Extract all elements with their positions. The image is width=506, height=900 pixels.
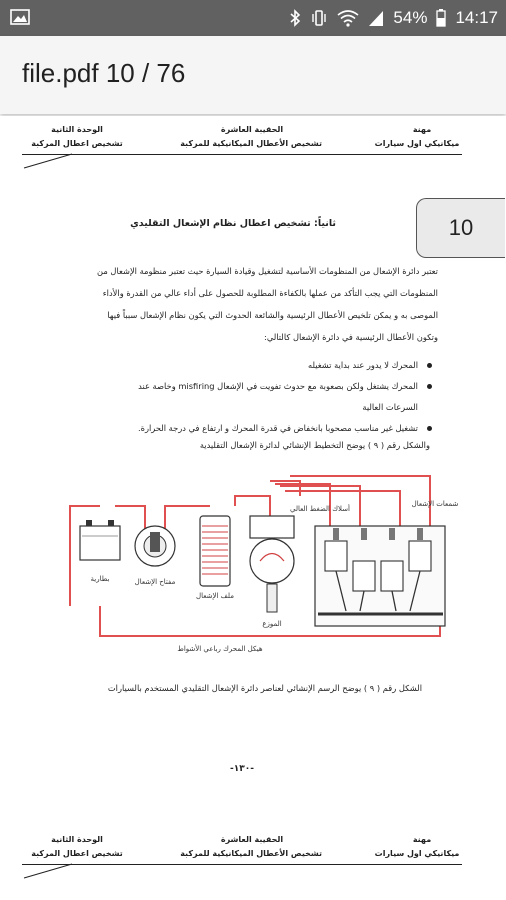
header-module: الحقيبة العاشرة [220,125,284,134]
figure-caption: الشكل رقم ( ٩ ) يوضح الرسم الإنشائي لعناصر دائرة الإشعال التقليدي المستخدم بالسيارات [107,683,422,693]
paragraph-line: المنظومات التي يجب التأكد من عملها بالكفاءة المطلوبة للحصول على أداء عالي من القدرة والأداء [102,288,438,298]
status-bar [0,0,506,36]
section-title: ثانياً: تشخيص اعطال نظام الإشعال التقليدي [130,218,336,229]
fault-list [52,355,432,439]
header-rule [22,154,462,155]
doc-header-bottom [22,830,462,880]
header-profession: مهنة [412,835,432,844]
header-profession-name: ميكانيكي اول سيارات [374,849,460,858]
header-profession-name: ميكانيكي اول سيارات [374,139,460,148]
document-title: file.pdf 10 / 76 [22,58,186,88]
list-item: المحرك لا يدور عند بداية تشغيله [52,355,432,376]
list-item: تشغيل غير مناسب مصحوبا بانخفاض في قدرة المحرك و ارتفاع في درجة الحرارة. [52,418,432,439]
ignition-coil-component [200,516,230,586]
ignition-switch-component [135,526,175,566]
wifi-icon [337,9,359,27]
plugs-label: شمعات الإشعال [411,500,459,508]
page-number: -١٣٠- [230,764,254,774]
coil-label: ملف الإشعال [196,592,234,600]
clock: 14:17 [455,8,498,27]
header-module: الحقيبة العاشرة [220,835,284,844]
header-slant [22,864,82,880]
app-bar [0,36,506,114]
ignition-diagram [60,466,459,666]
page-number-badge: 10 [416,198,505,258]
wires-label: أسلاك الضغط العالي [290,505,350,513]
header-slant [22,154,82,170]
header-rule [22,864,462,865]
paragraph-line: الموصى به و يمكن تلخيص الأعطال الرئيسية والشائعة الحدوث التي يكون نظام الإشعال سبباً فيها [107,310,438,320]
doc-header-top [22,120,462,170]
paragraph-line: تعتبر دائرة الإشعال من المنظومات الأساسية لتشغيل وقيادة السيارة حيث تعتبر منظومة الإشعال من [97,266,438,276]
battery-icon [436,9,446,27]
header-unit-name: تشخيص اعطال المركبة [31,139,123,148]
intro-paragraph [33,260,438,348]
header-module-name: تشخيص الأعطال الميكانيكية للمركبة [180,139,322,148]
vibrate-icon [310,9,328,27]
battery-component [80,520,120,560]
list-item: المحرك يشتغل ولكن بصعوبة مع حدوث تفويت في الإشعال misfiring وخاصة عند [52,376,432,397]
distributor-component [250,516,294,612]
bluetooth-icon [289,9,301,27]
header-unit: الوحدة الثانية [51,835,103,844]
list-item-continuation: السرعات العالية [362,402,418,412]
battery-label: بطارية [90,575,110,583]
image-notification-icon [10,9,30,25]
engine-label: هيكل المحرك رباعي الأشواط [177,645,263,653]
paragraph-line: وتكون الأعطال الرئيسية في دائرة الإشعال كالتالي: [264,332,438,342]
figure-reference: والشكل رقم ( ٩ ) يوضح التخطيط الإنشائي لدائرة الإشعال التقليدية [199,440,430,450]
header-unit: الوحدة الثانية [51,125,103,134]
engine-block [315,526,445,626]
switch-label: مفتاح الإشعال [134,578,176,586]
distributor-label: الموزع [262,620,282,628]
signal-icon [368,9,384,27]
header-module-name: تشخيص الأعطال الميكانيكية للمركبة [180,849,322,858]
header-unit-name: تشخيص اعطال المركبة [31,849,123,858]
header-profession: مهنة [412,125,432,134]
battery-percent: 54% [393,8,428,27]
